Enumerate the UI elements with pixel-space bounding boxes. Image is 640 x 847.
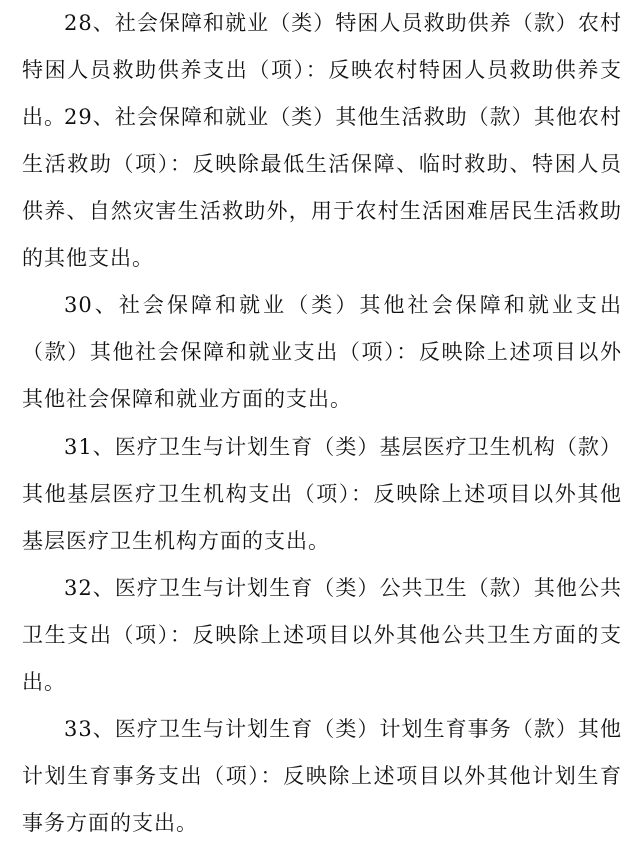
paragraph-item-29: 29、社会保障和就业（类）其他生活救助（款）其他农村生活救助（项）：反映除最低生活保障、临时救助、特困人员供养、自然灾害生活救助外，用于农村生活困难居民生活救助的其他支出。 (22, 105, 622, 270)
paragraph-item-31: 31、医疗卫生与计划生育（类）基层医疗卫生机构（款）其他基层医疗卫生机构支出（项）：反映除上述项目以外其他基层医疗卫生机构方面的支出。 (22, 435, 622, 553)
paragraph-item-33: 33、医疗卫生与计划生育（类）计划生育事务（款）其他计划生育事务支出（项）：反映除上述项目以外其他计划生育事务方面的支出。 (22, 717, 622, 835)
paragraph-item-32: 32、医疗卫生与计划生育（类）公共卫生（款）其他公共卫生支出（项）：反映除上述项目以外其他公共卫生方面的支出。 (22, 576, 622, 694)
paragraph-item-30: 30、社会保障和就业（类）其他社会保障和就业支出（款）其他社会保障和就业支出（项）：反映除上述项目以外其他社会保障和就业方面的支出。 (22, 293, 622, 411)
paragraph-item-28: 28、社会保障和就业（类）特困人员救助供养（款）农村特困人员救助供养支出（项）：反映农村特困人员救助供养支出。 (22, 11, 622, 129)
